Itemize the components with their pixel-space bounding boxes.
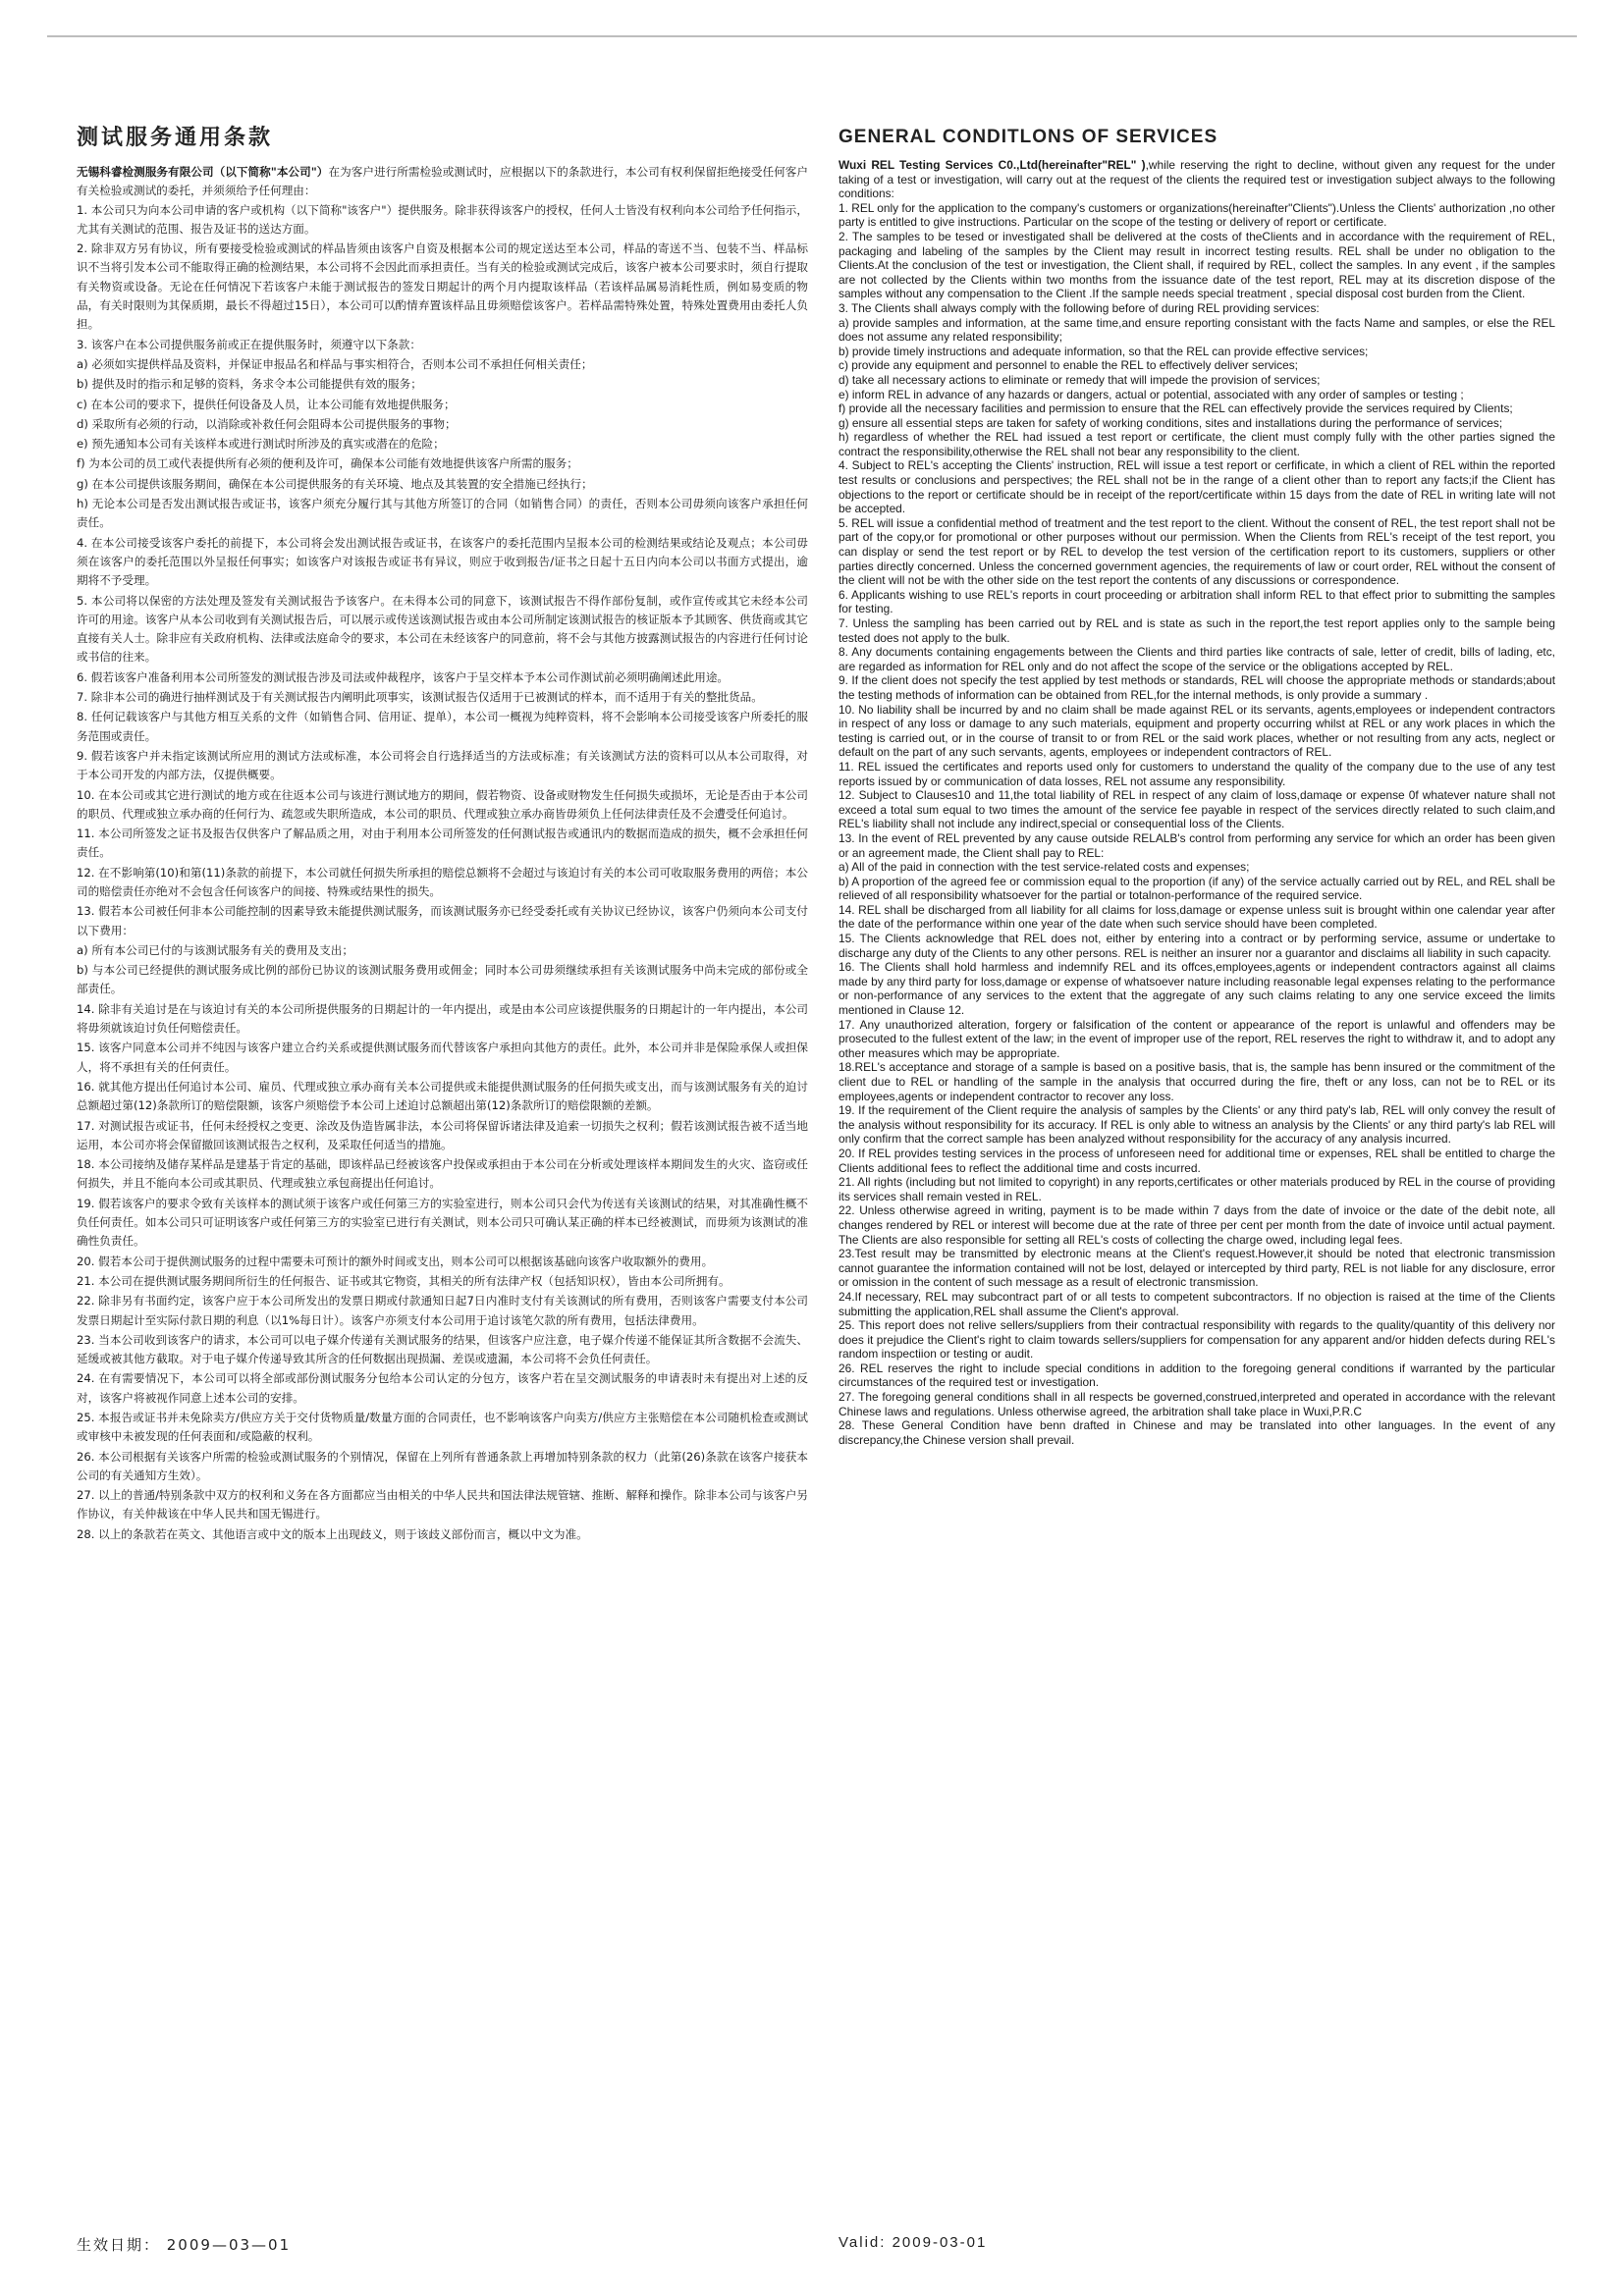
clause-cn-29: 19. 假若该客户的要求令致有关该样本的测试须于该客户或任何第三方的实验室进行，则本公司只会代为传送有关该测试的结果，对其准确性概不负任何责任。如本公司只可证明该客户或任何第三方的实验室已进行有关测试，则本公司只可确认某正确的样本已经被测试，而毋须为该测试的准确性负责任。 xyxy=(77,1196,808,1249)
clause-cn-22: a) 所有本公司已付的与该测试服务有关的费用及支出； xyxy=(77,942,353,957)
clauses-en xyxy=(839,201,1555,1448)
clause-en-15: 7. Unless the sampling has been carried out by REL and is state as such in the report,the test report applies only to the sample being tested does not apply to the bulk. xyxy=(839,616,1555,645)
clause-en-9: f) provide all the necessary facilities and permission to ensure that the REL can effectively provide the services required by Clients; xyxy=(839,401,1513,416)
clause-en-4: a) provide samples and information, at the same time,and ensure reporting consistant with the facts Name and samples, or else the REL does not assume any related responsibility; xyxy=(839,315,1555,345)
clause-cn-18: 10. 在本公司或其它进行测试的地方或在往返本公司与该进行测试地方的期间，假若物资、设备或财物发生任何损失或损坏，无论是否由于本公司的职员、代理或独立承办商的任何行为、疏忽或失职所造成，本公司的职员、代理或独立承办商皆毋须负上任何法律责任及不会遭受任何追讨。 xyxy=(77,787,808,821)
page-title-cn: 测试服务通用条款 xyxy=(77,126,274,150)
clause-en-24: 14. REL shall be discharged from all liability for all claims for loss,damage or expense unless suit is brought within one calendar year after the date of the performance within one year of the date when such service should have been completed. xyxy=(839,902,1555,932)
clause-en-36: 26. REL reserves the right to include special conditions in addition to the foregoing general conditions if warranted by the particular circumstances of the required test or investigation. xyxy=(839,1361,1555,1390)
clause-en-28: 18.REL's acceptance and storage of a sample is based on a positive basis, that is, the sample has benn insured or the commitment of the client due to REL or handling of the sample in the analysis that occurred during the fire, theft or any loss, can not be to REL or its employees,agents or independent contractor to recover any loss. xyxy=(839,1060,1555,1103)
clause-en-14: 6. Applicants wishing to use REL's reports in court proceeding or arbitration shall inform REL to that effect prior to submitting the samples for testing. xyxy=(839,587,1555,616)
clause-en-32: 22. Unless otherwise agreed in writing, payment is to be made within 7 days from the date of invoice or the date of the debit note, all changes rendered by REL or interest will become due at the rate of three per cent per month from the date of invoice until actual payment. The Clients are also responsible for setting all REL's costs of collecting the charge owed, including legal fees. xyxy=(839,1203,1555,1247)
clause-cn-36: 26. 本公司根据有关该客户所需的检验或测试服务的个别情况，保留在上列所有普通条款上再增加特别条款的权力（此第(26)条款在该客户接获本公司的有关通知方生效）。 xyxy=(77,1449,808,1482)
clause-cn-23: b) 与本公司已经提供的测试服务成比例的部份已协议的该测试服务费用或佣金；同时本公司毋须继续承担有关该测试服务中尚未完成的部份或全部责任。 xyxy=(77,963,808,996)
clause-en-8: e) inform REL in advance of any hazards or dangers, actual or potential, associated with any order of samples or testing ; xyxy=(839,387,1464,401)
clause-en-23: b) A proportion of the agreed fee or commission equal to the proportion (if any) of the service actually carried out by REL, and REL shall be relieved of all responsibility whatsoever for the partial or totalnon-performance of the required service. xyxy=(839,874,1555,903)
clause-en-34: 24.If necessary, REL may subcontract part of or all tests to competent subcontractors. If no objection is raised at the time of the Clients submitting the application,REL shall assume the Client's approval. xyxy=(839,1289,1555,1318)
clause-en-10: g) ensure all essential steps are taken for safety of working conditions, sites and installations during the performance of services; xyxy=(839,415,1503,430)
clause-en-27: 17. Any unauthorized alteration, forgery or falsification of the content or appearance of the report is unlawful and offenders may be prosecuted to the fullest extent of the law; in the event of improper use of the report, REL reserves the right to withdraw it, and to adopt any other measures which may be appropriate. xyxy=(839,1017,1555,1060)
clause-en-5: b) provide timely instructions and adequate information, so that the REL can provide effective services; xyxy=(839,344,1369,358)
clause-cn-10: g) 在本公司提供该服务期间，确保在本公司提供服务的有关环境、地点及其装置的安全措施已经执行； xyxy=(77,476,593,491)
company-name-en: Wuxi REL Testing Services C0.,Ltd(hereinafter"REL" ) xyxy=(839,158,1146,172)
clause-cn-34: 24. 在有需要情况下，本公司可以将全部或部份测试服务分包给本公司认定的分包方，该客户若在呈交测试服务的申请表时未有提出对上述的反对，该客户将被视作同意上述本公司的安排。 xyxy=(77,1371,808,1405)
chinese-column xyxy=(77,113,808,1545)
clause-en-16: 8. Any documents containing engagements between the Clients and third parties like contracts of sale, letter of credit, bills of lading, etc, are regarded as information for REL only and do not affect the scope of the service or the obligations accepted by REL. xyxy=(839,645,1555,673)
clauses-cn xyxy=(77,201,808,1544)
clause-cn-32: 22. 除非另有书面约定，该客户应于本公司所发出的发票日期或付款通知日起7日内准时支付有关该测试的所有费用，否则该客户需要支付本公司发票日期起计至实际付款日期的利息（以1%每日计）。该客户亦须支付本公司用于追讨该笔欠款的所有费用，包括法律费用。 xyxy=(77,1294,808,1327)
clause-cn-35: 25. 本报告或证书并未免除卖方/供应方关于交付货物质量/数量方面的合同责任，也不影响该客户向卖方/供应方主张赔偿在本公司随机检查或测试或审核中未被发现的任何表面和/或隐蔽的权利。 xyxy=(77,1411,808,1444)
clause-cn-13: 5. 本公司将以保密的方法处理及签发有关测试报告予该客户。在未得本公司的同意下，该测试报告不得作部份复制，或作宣传或其它未经本公司许可的用途。该客户从本公司收到有关测试报告后，可以展示或传送该测试报告或由本公司所制定该测试报告的核证版本予其顾客、供货商或其它直接有关人士。除非应有关政府机构、法律或法庭命令的要求，本公司在未经该客户的同意前，将不会与其他方披露测试报告的内容进行任何讨论或书信的往来。 xyxy=(77,593,808,665)
clause-cn-4: a) 必须如实提供样品及资料，并保证申报品名和样品与事实相符合，否则本公司不承担任何相关责任； xyxy=(77,356,593,371)
clause-en-11: h) regardless of whether the REL had issued a test report or certificate, the client must comply fully with the other parties signed the contract the responsibility,otherwise the REL shall not bear any responsibility to the client. xyxy=(839,430,1555,458)
clause-cn-9: f) 为本公司的员工或代表提供所有必须的便利及许可，确保本公司能有效地提供该客户所需的服务； xyxy=(77,456,578,471)
company-name-cn: 无锡科睿检测服务有限公司（以下简称"本公司"） xyxy=(77,165,329,179)
intro-text-en: ,while reserving the right to decline, without given any request for the under taking of a test or investigation, will carry out at the request of the clients the required test or investigation subject always to the following conditions: xyxy=(839,158,1555,201)
clause-en-38: 28. These General Condition have benn drafted in Chinese and may be translated into other languages. In the event of any discrepancy,the Chinese version shall prevail. xyxy=(839,1418,1555,1447)
intro-en xyxy=(839,158,1555,201)
clause-en-31: 21. All rights (including but not limited to copyright) in any reports,certificates or other materials produced by REL in the course of providing its services shall remain vested in REL. xyxy=(839,1175,1555,1203)
clause-en-33: 23.Test result may be transmitted by electronic means at the Client's request.However,it should be noted that electronic transmission cannot guarantee the information contained will not be lost, delayed or intercepted by third party, REL is not liable for any disclosure, error or omission in the content of such message as a result of electronic transmission. xyxy=(839,1247,1555,1290)
clause-cn-1: 1. 本公司只为向本公司申请的客户或机构（以下简称"该客户"）提供服务。除非获得该客户的授权，任何人士皆没有权利向本公司给予任何指示，尤其有关测试的范围、报告及证书的送达方面。 xyxy=(77,202,808,236)
top-rule xyxy=(47,35,1577,37)
clause-cn-2: 2. 除非双方另有协议，所有要接受检验或测试的样品皆须由该客户自资及根据本公司的规定送达至本公司，样品的寄送不当、包装不当、样品标识不当将引发本公司不能取得正确的检测结果，本公司将不会因此而承担责任。当有关的检验或测试完成后，该客户被本公司要求时，须自行提取有关物资或设备。无论在任何情况下若该客户未能于测试报告的签发日期起计的两个月内提取该样品（若该样品属易消耗性质，例如易变质的物品，有关时限则为其保质期，最长不得超过15日），本公司可以酌情弃置该样品且毋须赔偿该客户。若样品需特殊处置，特殊处置费用由委托人负担。 xyxy=(77,241,808,332)
effective-date-en: Valid: 2009-03-01 xyxy=(839,2234,988,2251)
clause-en-35: 25. This report does not relive sellers/suppliers from their contractual responsibility with regards to the quality/quantity of this delivery nor does it prejudice the Client's right to claim towards sellers/suppliers for compensation for any apparent and/or hidden defects during REL's random inspectiion or testing or audit. xyxy=(839,1318,1555,1362)
clause-en-3: 3. The Clients shall always comply with the following before of during REL providing services: xyxy=(839,300,1320,315)
clause-cn-37: 27. 以上的普通/特别条款中双方的权利和义务在各方面都应当由相关的中华人民共和国法律法规管辖、推断、解释和操作。除非本公司与该客户另作协议，有关仲裁该在中华人民共和国无锡进行。 xyxy=(77,1488,808,1522)
clause-cn-16: 8. 任何记载该客户与其他方相互关系的文件（如销售合同、信用证、提单），本公司一概视为纯粹资料，将不会影响本公司接受该客户所委托的服务范围或责任。 xyxy=(77,710,808,743)
page-title-en: GENERAL CONDITLONS OF SERVICES xyxy=(839,127,1218,147)
clause-cn-14: 6. 假若该客户准备利用本公司所签发的测试报告涉及司法或仲裁程序，该客户于呈交样本予本公司作测试前必须明确阐述此用途。 xyxy=(77,669,730,684)
clause-cn-19: 11. 本公司所签发之证书及报告仅供客户了解品质之用，对由于利用本公司所签发的任何测试报告或通讯内的数据而造成的损失，概不会承担任何责任。 xyxy=(77,827,808,860)
clause-cn-8: e) 预先通知本公司有关该样本或进行测试时所涉及的真实或潜在的危险； xyxy=(77,437,445,452)
intro-cn xyxy=(77,163,808,201)
english-column xyxy=(839,113,1555,1447)
clause-cn-33: 23. 当本公司收到该客户的请求，本公司可以电子媒介传递有关测试服务的结果，但该客户应注意，电子媒介传递不能保证其所含数据不会流失、延缓或被其他方截取。对于电子媒介传递导致其所含的任何数据出现损漏、差误或遗漏，本公司将不会负任何责任。 xyxy=(77,1332,808,1366)
clause-en-37: 27. The foregoing general conditions shall in all respects be governed,construed,interpreted and operated in accordance with the relevant Chinese laws and regulations. Unless otherwise agreed, the arbitration shall take place in Wuxi,P.R.C xyxy=(839,1390,1555,1418)
intro-text-cn: 在为客户进行所需检验或测试时，应根据以下的条款进行，本公司有权利保留拒绝接受任何客户有关检验或测试的委托，并须须给予任何理由： xyxy=(77,165,808,198)
clause-en-6: c) provide any equipment and personnel to enable the REL to effectively deliver services; xyxy=(839,358,1298,373)
clause-cn-7: d) 采取所有必须的行动，以消除或补救任何会阻碍本公司提供服务的事物； xyxy=(77,416,457,431)
clause-en-17: 9. If the client does not specify the test applied by test methods or standards, REL will choose the appropriate methods or standards;about the testing methods of information can be obtained from REL,for the internal methods, is only provide a summary . xyxy=(839,673,1555,702)
clause-cn-6: c) 在本公司的要求下，提供任何设备及人员，让本公司能有效地提供服务； xyxy=(77,397,456,411)
clause-en-19: 11. REL issued the certificates and reports used only for customers to understand the quality of the company due to the use of any test reports issued by or communication of data losses, REL not assume any responsibility. xyxy=(839,759,1555,788)
clause-cn-31: 21. 本公司在提供测试服务期间所衍生的任何报告、证书或其它物资，其相关的所有法律产权（包括知识权），皆由本公司所拥有。 xyxy=(77,1273,731,1288)
clause-cn-28: 18. 本公司接纳及储存某样品是建基于肯定的基础，即该样品已经被该客户投保或承担由于本公司在分析或处理该样本期间发生的火灾、盗窃或任何损失，并且不能向本公司或其职员、代理或独立承包商提出任何追讨。 xyxy=(77,1157,808,1191)
clause-en-18: 10. No liability shall be incurred by and no claim shall be made against REL or its servants, agents,employees or independent contractors in respect of any loss or damage to any such materials, equipment and property occurring whilst at REL or any work places in which the testing is carried out, or in the course of transit to or from REL or the said work places, whether or not resulting from any acts, neglect or default on the part of any such servants, agents, employees or independent contractors of REL. xyxy=(839,702,1555,760)
clause-en-2: 2. The samples to be tesed or investigated shall be delivered at the costs of theClients and in accordance with the requirement of REL, packaging and labeling of the samples by the Client may result in incorrect testing results. REL shall be under no obligation to the Clients.At the conclusion of the test or investigation, the Client shall, if required by REL, collect the samples. In any event , if the samples are not collected by the Clients within two months from the issuance date of the test report, REL may at its discretion dispose of the samples without any compensation to the Client .If the sample needs special treatment , special disposal cost burden from the Client. xyxy=(839,229,1555,301)
clause-cn-11: h) 无论本公司是否发出测试报告或证书，该客户须充分履行其与其他方所签订的合同（如销售合同）的责任，否则本公司毋须向该客户承担任何责任。 xyxy=(77,497,808,530)
clause-cn-20: 12. 在不影响第(10)和第(11)条款的前提下，本公司就任何损失所承担的赔偿总额将不会超过与该迫讨有关的本公司可收取服务费用的两倍；本公司的赔偿责任亦绝对不会包含任何该客户的间接、特殊或结果性的损失。 xyxy=(77,865,808,898)
clause-cn-12: 4. 在本公司接受该客户委托的前提下，本公司将会发出测试报告或证书，在该客户的委托范围内呈报本公司的检测结果或结论及观点；本公司毋须在该客户的委托范围以外呈报任何事实；如该客户对该报告或证书有异议，则应于收到报告/证书之日起十五日内向本公司以书面方式提出，逾期将不予受理。 xyxy=(77,535,808,588)
clause-en-1: 1. REL only for the application to the company's customers or organizations(hereinafter"Clients").Unless the Clients' authorization ,no other party is entitled to give instructions. Particular on the scope of the testing or delivery of report or certificate. xyxy=(839,200,1555,230)
clause-en-29: 19. If the requirement of the Client require the analysis of samples by the Clients' or any third paty's lab, REL will only convey the result of the analysis without responsibility for its accuracy. If REL is only able to witness an analysis by the Clients' or any third party's lab REL will only confirm that the correct sample has been analyzed without responsibility for the accuracy of any analysis incurred. xyxy=(839,1103,1555,1147)
clause-cn-3: 3. 该客户在本公司提供服务前或正在提供服务时，须遵守以下条款： xyxy=(77,337,421,351)
clause-cn-17: 9. 假若该客户并未指定该测试所应用的测试方法或标准，本公司将会自行选择适当的方法或标准；有关该测试方法的资料可以从本公司取得，对于本公司开发的内部方法，仅提供概要。 xyxy=(77,748,808,782)
effective-date-cn: 生效日期： 2009—03—01 xyxy=(77,2236,292,2254)
clause-en-12: 4. Subject to REL's accepting the Clients' instruction, REL will issue a test report or cerfificate, in which a client of REL within the reported test results or conclusions and perspectives; the REL shall not be in the range of a client other than to report any facts;if the Client has objections to the report or certificate should be in receipt of the report/certificate within 15 days from the date of REL in writing late will not be accepted. xyxy=(839,458,1555,516)
clause-en-21: 13. In the event of REL prevented by any cause outside RELALB's control from performing any service for which an order has been given or an agreement made, the Client shall pay to REL: xyxy=(839,830,1555,860)
clause-cn-5: b) 提供及时的指示和足够的资料，务求令本公司能提供有效的服务； xyxy=(77,377,422,392)
clause-en-26: 16. The Clients shall hold harmless and indemnify REL and its offces,employees,agents or independent contractors against all claims made by any third party for loss,damage or expense of whatsoever nature including reasonable legal expenses relating to the performance or non-performance of any services to the extent that the aggregate of any such claims relating to any one service exceed the limits mentioned in Clause 12. xyxy=(839,960,1555,1018)
clause-cn-24: 14. 除非有关追讨是在与该迫讨有关的本公司所提供服务的日期起计的一年内提出，或是由本公司应该提供服务的日期起计的一年内提出，本公司将毋须就该迫讨负任何赔偿责任。 xyxy=(77,1001,808,1036)
clause-cn-25: 15. 该客户同意本公司并不纯因与该客户建立合约关系或提供测试服务而代替该客户承担向其他方的责任。此外，本公司并非是保险承保人或担保人，将不承担有关的任何责任。 xyxy=(77,1041,808,1074)
clause-en-20: 12. Subject to Clauses10 and 11,the total liability of REL in respect of any claim of loss,damaqe or expense 0f whatever nature shall not exceed a total sum equal to two times the amount of the service fee payable in respect of the services directly related to such claim,and REL's liability shall not include any indirect,special or consequential loss of the Clients. xyxy=(839,788,1555,831)
clause-cn-15: 7. 除非本公司的确进行抽样测试及于有关测试报告内阐明此项事实，该测试报告仅适用于已被测试的样本，而不适用于有关的整批货品。 xyxy=(77,690,763,705)
clause-en-7: d) take all necessary actions to eliminate or remedy that will impede the provision of services; xyxy=(839,372,1321,387)
clause-en-25: 15. The Clients acknowledge that REL does not, either by entering into a contract or by performing service, assume or undertake to discharge any duty of the Clients to any other persons. REL is neither an insurer nor a guarantor and disclaims all liability in such capacity. xyxy=(839,932,1555,960)
clause-cn-26: 16. 就其他方提出任何追讨本公司、雇员、代理或独立承办商有关本公司提供或未能提供测试服务的任何损失或支出，而与该测试服务有关的迫讨总额超过第(12)条款所订的赔偿限额，该客户须赔偿予本公司上述迫讨总额超出第(12)条款所订的赔偿限额的差额。 xyxy=(77,1079,808,1113)
clause-en-22: a) All of the paid in connection with the test service-related costs and expenses; xyxy=(839,860,1250,875)
clause-cn-38: 28. 以上的条款若在英文、其他语言或中文的版本上出现歧义，则于该歧义部份而言，概以中文为准。 xyxy=(77,1526,588,1541)
clause-cn-27: 17. 对测试报告或证书，任何未经授权之变更、涂改及伪造皆属非法，本公司将保留诉诸法律及追索一切损失之权利；假若该测试报告被不适当地运用，本公司亦将会保留撤回该测试报告之权利，及采取任何适当的措施。 xyxy=(77,1118,808,1151)
clause-cn-21: 13. 假若本公司被任何非本公司能控制的因素导致未能提供测试服务，而该测试服务亦已经受委托或有关协议已经协议，该客户仍须向本公司支付以下费用： xyxy=(77,904,808,937)
clause-en-30: 20. If REL provides testing services in the process of unforeseen need for additional time or expenses, REL shall be entitled to charge the Clients additional fees to reflect the additional time and costs incurred. xyxy=(839,1146,1555,1175)
clause-cn-30: 20. 假若本公司于提供测试服务的过程中需要未可预计的额外时间或支出，则本公司可以根据该基础向该客户收取额外的费用。 xyxy=(77,1254,714,1268)
clause-en-13: 5. REL will issue a confidential method of treatment and the test report to the client. Without the consent of REL, the test report shall not be part of the copy,or for promotional or other purposes without our permission. When the Clients from REL's receipt of the test report, you can display or send the test report or by REL to develop the test version of the certification report to its customers, suppliers or other parties directly concerned. Unless the concerned government agencies, the requirements of law or court order, REL without the consent of the client will not be with the other side on the test report the contents of any discussions or correspondence. xyxy=(839,515,1555,588)
